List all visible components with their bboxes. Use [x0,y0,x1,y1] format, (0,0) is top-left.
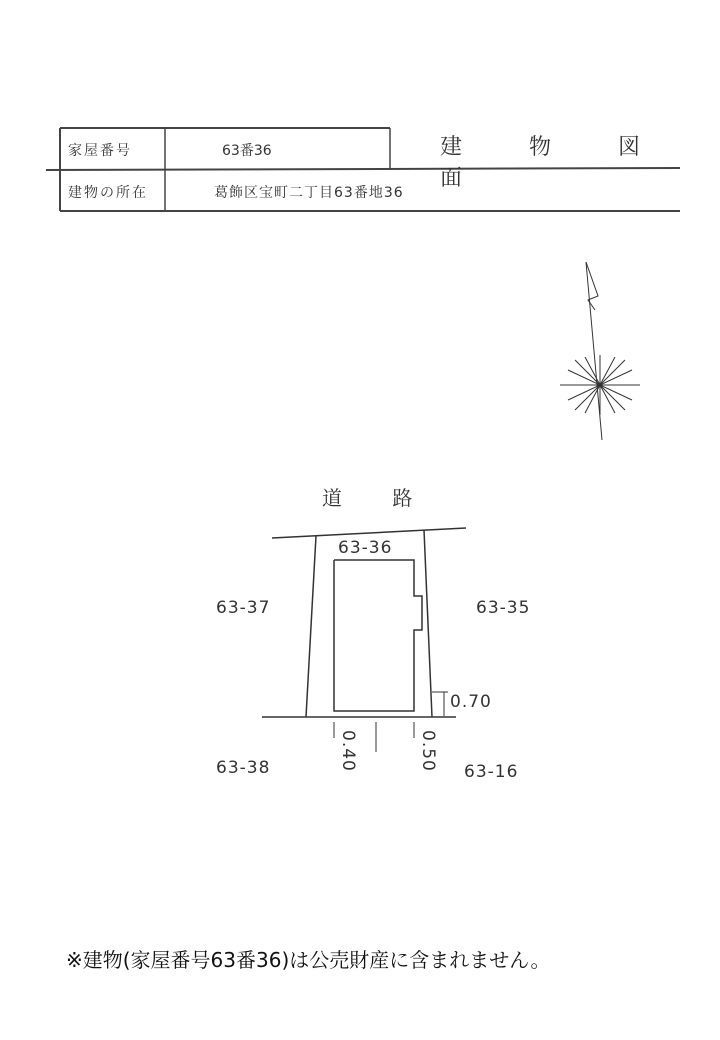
location-value: 葛飾区宝町二丁目63番地36 [214,185,404,201]
house-number-label: 家屋番号 [68,143,132,159]
footer-note: ※建物(家屋番号63番36)は公売財産に含まれません。 [66,948,551,972]
lot-bottom-right-label: 63-16 [464,762,519,782]
lot-right-label: 63-35 [476,598,531,618]
lot-plan [262,528,466,752]
house-number-value: 63番36 [222,143,272,159]
lot-center-label: 63-36 [338,538,393,558]
road-label: 道 路 [322,486,435,510]
dim-right-offset: 0.70 [450,692,492,712]
document-title: 建 物 図 面 [440,135,670,191]
lot-left-label: 63-37 [216,598,271,618]
location-label: 建物の所在 [68,185,148,201]
north-arrow-icon [560,262,640,440]
dim-bottom-right-offset: 0.50 [418,730,438,772]
dim-bottom-left-offset: 0.40 [338,730,358,772]
lot-bottom-left-label: 63-38 [216,758,271,778]
